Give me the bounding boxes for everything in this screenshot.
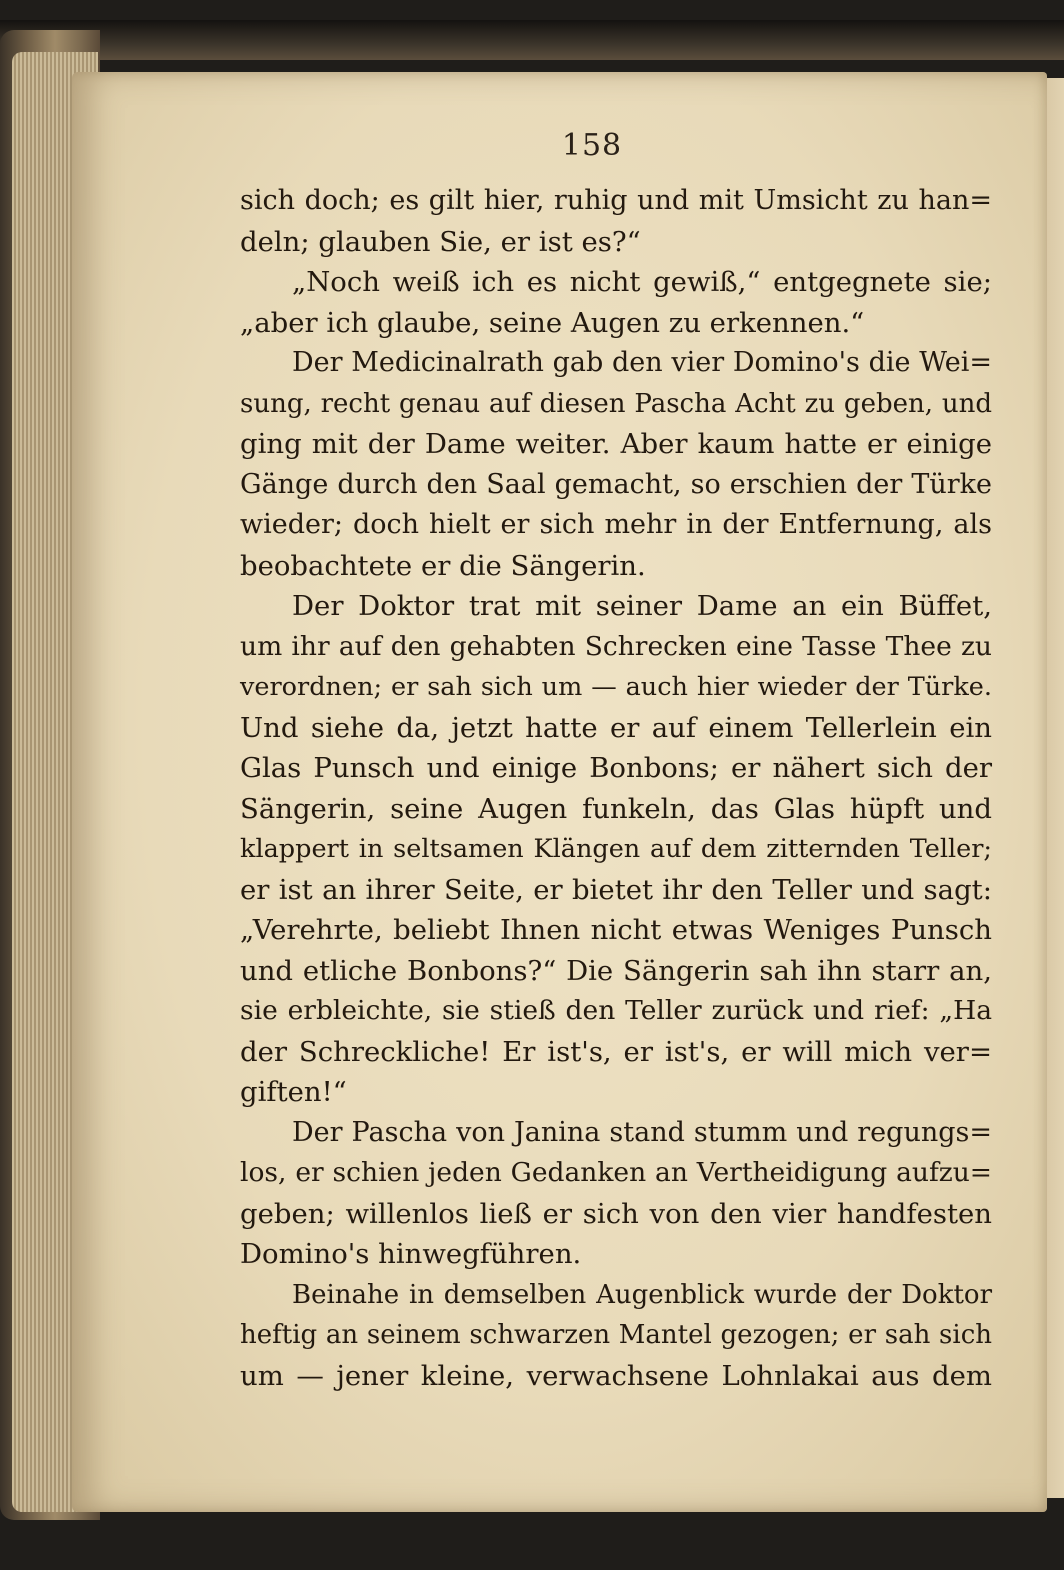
text-line: wieder; doch hielt er sich mehr in der Entfernung, als <box>240 509 992 540</box>
text-line: los, er schien jeden Gedanken an Vertheidigung aufzu= <box>240 1157 992 1188</box>
body-text <box>240 181 992 1396</box>
text-line: „aber ich glaube, seine Augen zu erkennen.“ <box>240 306 865 339</box>
text-line: um — jener kleine, verwachsene Lohnlakai aus dem <box>240 1359 992 1392</box>
text-line: verordnen; er sah sich um — auch hier wieder der Türke. <box>240 672 992 702</box>
text-line: Gänge durch den Saal gemacht, so erschien der Türke <box>240 468 992 500</box>
text-line: „Verehrte, beliebt Ihnen nicht etwas Weniges Punsch <box>240 914 992 946</box>
text-line: klappert in seltsamen Klängen auf dem zitternden Teller; <box>240 834 992 864</box>
text-line: er ist an ihrer Seite, er bietet ihr den Teller und sagt: <box>240 873 992 906</box>
text-line: Der Medicinalrath gab den vier Domino's die Wei= <box>292 347 992 378</box>
page-number: 158 <box>561 128 623 163</box>
text-line: sung, recht genau auf diesen Pascha Acht zu geben, und <box>240 388 992 419</box>
text-line: um ihr auf den gehabten Schrecken eine Tasse Thee zu <box>240 630 992 662</box>
book-cover-top <box>0 20 1064 60</box>
text-line: sie erbleichte, sie stieß den Teller zurück und rief: „Ha <box>240 995 992 1026</box>
text-line: giften!“ <box>240 1076 347 1108</box>
text-line: Der Pascha von Janina stand stumm und regungs= <box>292 1116 992 1148</box>
text-line: deln; glauben Sie, er ist es?“ <box>240 225 641 258</box>
text-line: Und siehe da, jetzt hatte er auf einem Tellerlein ein <box>240 711 992 744</box>
text-line: ging mit der Dame weiter. Aber kaum hatte er einige <box>240 428 992 460</box>
text-line: Glas Punsch und einige Bonbons; er nähert sich der <box>240 752 992 784</box>
text-line: sich doch; es gilt hier, ruhig und mit Umsicht zu han= <box>240 185 992 216</box>
text-line: Sängerin, seine Augen funkeln, das Glas hüpft und <box>240 792 992 825</box>
text-line: beobachtete er die Sängerin. <box>240 549 646 582</box>
text-line: der Schreckliche! Er ist's, er ist's, er will mich ver= <box>240 1035 992 1068</box>
text-line: Domino's hinwegführen. <box>240 1238 582 1270</box>
text-line: Beinahe in demselben Augenblick wurde der Doktor <box>292 1279 992 1310</box>
text-line: und etliche Bonbons?“ Die Sängerin sah ihn starr an, <box>240 954 992 987</box>
text-line: Der Doktor trat mit seiner Dame an ein Büffet, <box>292 590 992 622</box>
text-line: „Noch weiß ich es nicht gewiß,“ entgegnete sie; <box>292 266 992 298</box>
text-line: geben; willenlos ließ er sich von den vier handfesten <box>240 1197 992 1230</box>
text-line: heftig an seinem schwarzen Mantel gezogen; er sah sich <box>240 1320 992 1350</box>
